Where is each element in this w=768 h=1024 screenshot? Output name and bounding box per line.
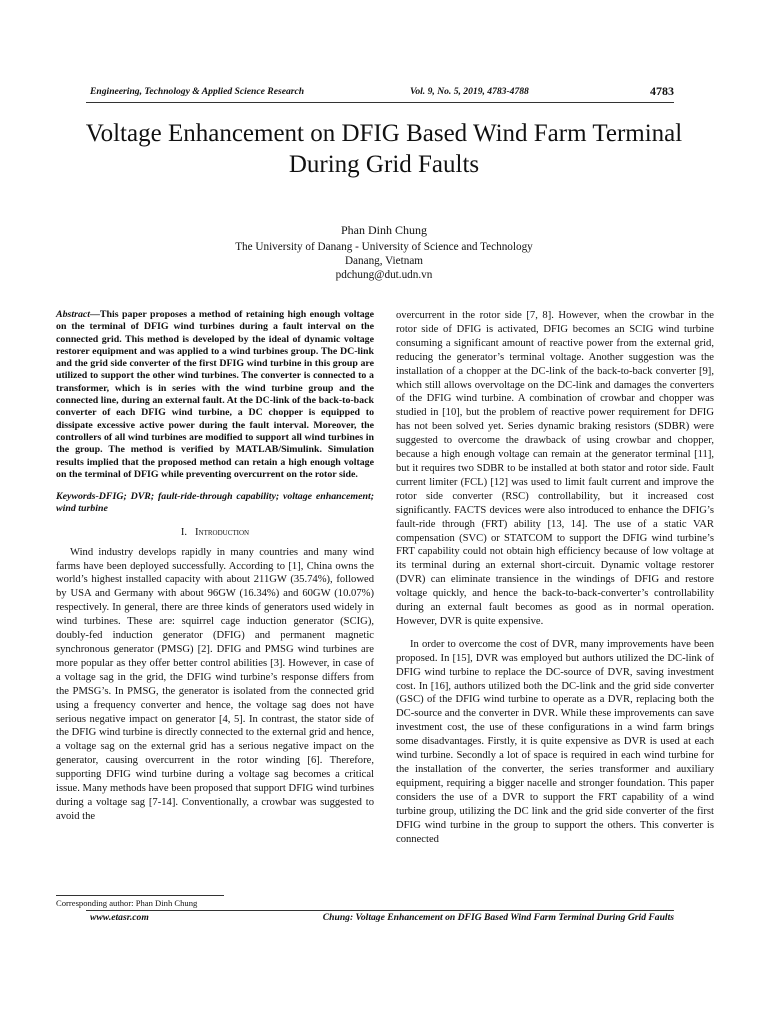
section-title: Introduction [195, 526, 250, 538]
keywords: Keywords-DFIG; DVR; fault-ride-through capability; voltage enhancement; wind turbine [56, 491, 374, 515]
intro-paragraph: Wind industry develops rapidly in many countries and many wind farms have been deployed successfully. According to [1], China owns the world’s highest installed capacity with about 211GW (35.74%), followed by USA and Germany with about 96GW (16.34%) and 60GW (10.07%) respectively. In general, there are three kinds of generators used widely in wind turbines. These are: squirrel cage induction generator (SCIG), doubly-fed induction generator (DFIG) and permanent magnetic synchronous generator (PMSG) [2]. DFIG and PMSG wind turbines are more popular as they offer better control abilities [3]. However, in case of a voltage sag in the grid, the DFIG wind turbine’s response differs from the PMSG’s. In PMSG, the generator is isolated from the connected grid using a frequency converter and hence, the voltage sag does not have serious negative impact on generator [4, 5]. In contrast, the stator side of the DFIG wind turbine is directly connected to the external grid and hence, a voltage sag on the external grid has a serious negative impact on the generator, causing overcurrent in the rotor winding [6]. Therefore, supporting DFIG wind turbine during a voltage sag becomes a critical issue. Many methods have been proposed that support DFIG wind turbines during a voltage sag [7-14]. Conventionally, a crowbar was suggested to avoid the [56, 546, 375, 822]
author-location: Danang, Vietnam [344, 255, 424, 267]
author-block [60, 223, 708, 282]
abstract-label: Abstract [56, 309, 91, 320]
journal-website[interactable]: www.etasr.com [90, 912, 149, 923]
author-affiliation: The University of Danang - University of Science and Technology [235, 241, 533, 253]
page-header [90, 84, 674, 102]
page-footer [90, 912, 674, 926]
author-name: Phan Dinh Chung [340, 223, 427, 237]
left-column [56, 309, 374, 824]
section-heading [56, 526, 374, 540]
running-title: Chung: Voltage Enhancement on DFIG Based Wind Farm Terminal During Grid Faults [322, 912, 674, 923]
header-divider [86, 102, 674, 103]
abstract-text: —This paper proposes a method of retaining high enough voltage on the terminal of DFIG wind turbines during a fault interval on the connected grid. This method is developed by the ideal of dynamic voltage restorer equipment and was applied to a wind turbines group. The DC-link and the grid side converter of the first DFIG wind turbine in this group are utilized to support the other wind turbines. The converter is connected to a transformer, which is in series with the wind turbine group and the connected line, during an external fault. At the DC-link of the back-to-back converter of each DFIG wind turbine, a DC chopper is equipped to dissipate excessive active power during the fault interval. Moreover, the controllers of all wind turbines are modified to support all wind turbines in the group. The method is verified by MATLAB/Simulink. Simulation results implied that the proposed method can retain a high enough voltage on the terminal of DFIG while preventing overcurrent on the rotor side. [56, 309, 374, 480]
volume-info: Vol. 9, No. 5, 2019, 4783-4788 [410, 86, 529, 97]
body-paragraph: overcurrent in the rotor side [7, 8]. However, when the crowbar in the rotor side of DFIG is activated, DFIG becomes an SCIG wind turbine consuming a significant amount of reactive power from the external grid, reducing the generator’s terminal voltage. Another suggestion was the installation of a chopper at the DC-link of the back-to-back converter [9], which still allows overvoltage on the DC-link and damages the converters of the DFIG wind turbine. A combination of crowbar and chopper was studied in [10], but the problem of reactive power requirement for DFIG has not been solved yet. Series dynamic braking resistors (SDBR) were suggested to overcome the drawback of using crowbar and chopper, because a high enough voltage can remain at the generator terminal [11], but it requires two SDBR to be installed at both stator and rotor side. Fault current limiter (FCL) [12] was used to limit fault current and improve the rotor side converter (RSC) controllability, but it increased cost significantly. FACTS devices were also introduced to enhance the DFIG’s fault-ride through (FRT) ability [13, 14]. The use of a static VAR compensation (SVC) or STATCOM to support the DFIG wind turbine’s FRT capability could not obtain high efficiency because of low voltage at its terminal during an external short-circuit. Dynamic voltage restorer (DVR) can eliminate transience in the windings of DFIG and restore voltage quickly, and hence the back-to-back-converter’s controllability during an external fault becomes as good as in normal operation. However, DVR is quite expensive. [396, 310, 714, 627]
footnote-divider [56, 895, 224, 896]
footer-divider [86, 910, 674, 911]
corresponding-author-note: Corresponding author: Phan Dinh Chung [56, 898, 198, 908]
section-number: I. [180, 526, 188, 538]
abstract [56, 309, 374, 481]
journal-name: Engineering, Technology & Applied Science Research [90, 86, 305, 97]
page-number: 4783 [650, 84, 674, 98]
author-email[interactable]: pdchung@dut.udn.vn [335, 269, 433, 281]
right-column [396, 309, 714, 846]
paper-title: Voltage Enhancement on DFIG Based Wind Farm Terminal During Grid Faults [85, 120, 683, 178]
body-paragraph: In order to overcome the cost of DVR, many improvements have been proposed. In [15], DVR was employed but authors utilized the DC-link of DFIG wind turbine to replace the DC-source of DVR, saving investment cost. In [16], authors utilized both the DC-link and the grid side converter (GSC) of the DFIG wind turbine to operate as a DVR, replacing both the DC-source and the converter in DVR. While these improvements can save investment cost, the use of these configurations in a wind farm brings some disadvantages. Firstly, it is quite expensive as DVR is used at each wind turbine. Secondly a lot of space is required in each wind turbine for the installation of the converter, the series transformer and auxiliary equipment, requiring a bigger nacelle and stronger foundation. This paper considers the use of a DVR to support the FRT capability of a wind turbine group, utilizing the DC link and the grid side converter of the first DFIG wind turbine in the group to support the others. This converter is connected [396, 638, 714, 845]
